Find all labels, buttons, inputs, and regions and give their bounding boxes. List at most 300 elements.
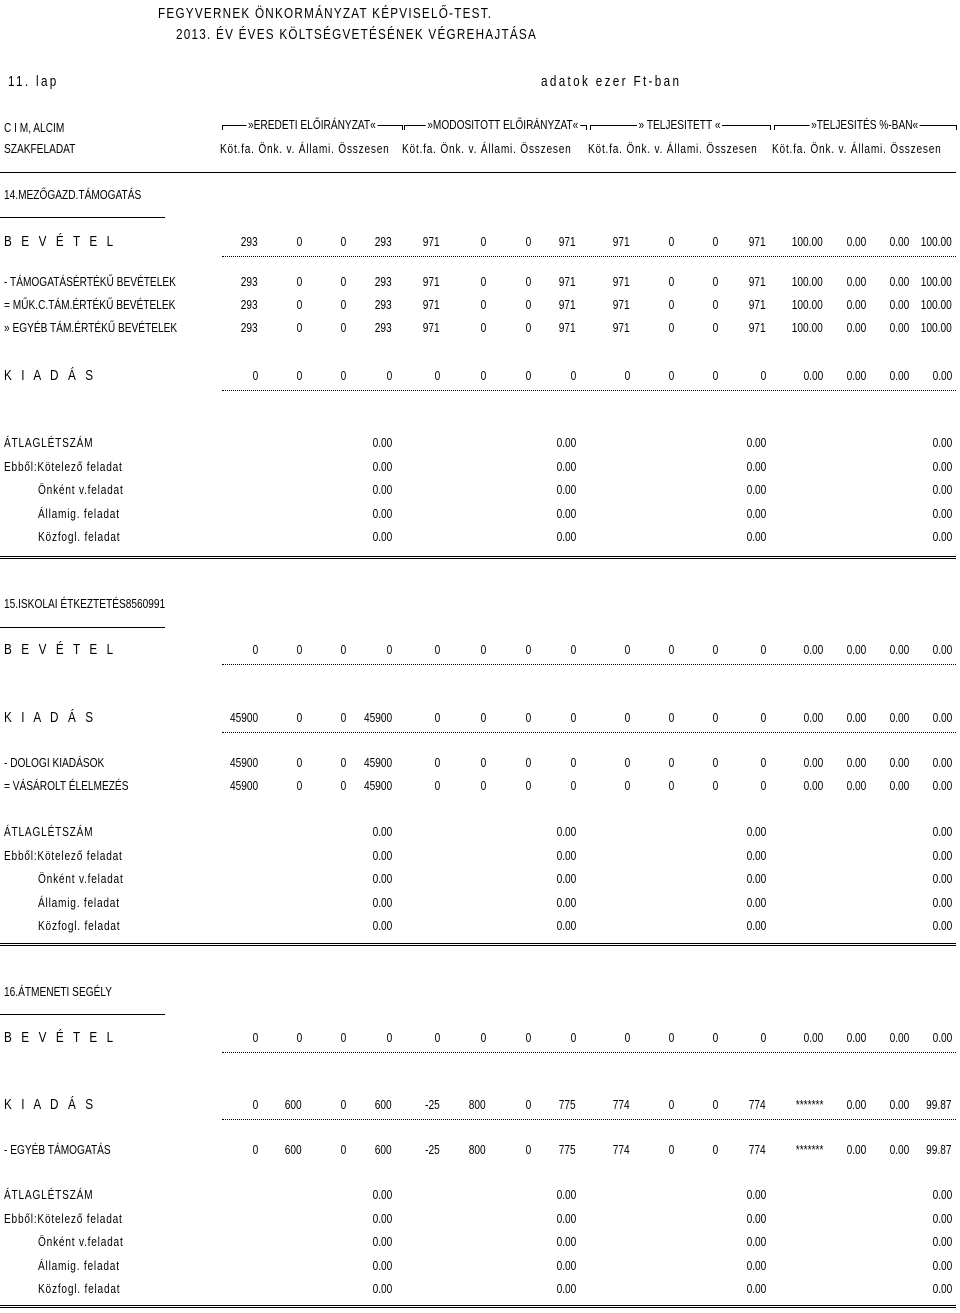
staff-row-label: Ebből:Kötelező feladat: [4, 459, 123, 474]
value-cell: 971: [749, 234, 766, 249]
staff-row-label: ÁTLAGLÉTSZÁM: [4, 435, 94, 450]
staff-value: 0.00: [932, 435, 952, 450]
value-cell: 0: [525, 297, 531, 312]
section-title-underline: [0, 217, 165, 218]
value-cell: 0: [712, 274, 718, 289]
value-cell: 0.00: [889, 297, 909, 312]
bevetel-total-row-label: B E V É T E L: [4, 1029, 117, 1046]
value-cell: 0: [624, 755, 630, 770]
staff-value: 0.00: [746, 435, 766, 450]
value-cell: 0: [525, 642, 531, 657]
column-sub-labels: Köt.fa. Önk. v. Állami. Összesen: [220, 141, 390, 156]
value-cell: 0: [712, 1142, 718, 1157]
section-title: 16.ÁTMENETI SEGÉLY: [4, 984, 113, 999]
staff-value: 0.00: [932, 482, 952, 497]
staff-value: 0.00: [372, 1234, 392, 1249]
staff-value: 0.00: [746, 1211, 766, 1226]
value-cell: 0: [296, 297, 302, 312]
value-cell: 0: [340, 274, 346, 289]
value-cell: 0: [668, 778, 674, 793]
value-cell: 0: [570, 778, 576, 793]
value-cell: 0: [712, 755, 718, 770]
staff-value: 0.00: [932, 506, 952, 521]
value-cell: 0: [252, 368, 258, 383]
kiadas-detail-row-label: - EGYÉB TÁMOGATÁS: [4, 1142, 111, 1157]
value-cell: 0.00: [889, 755, 909, 770]
staff-row-label: Államig. feladat: [38, 895, 120, 910]
kiadas-total-row-label: K I A D Á S: [4, 367, 97, 384]
bevetel-detail-row-label: » EGYÉB TÁM.ÉRTÉKŰ BEVÉTELEK: [4, 320, 178, 335]
value-cell: 971: [749, 297, 766, 312]
value-cell: 0: [340, 1030, 346, 1045]
value-cell: 0: [252, 642, 258, 657]
value-cell: 0: [340, 1142, 346, 1157]
bevetel-total-row-label: B E V É T E L: [4, 641, 117, 658]
staff-value: 0.00: [556, 1211, 576, 1226]
staff-value: 0.00: [556, 848, 576, 863]
staff-value: 0.00: [372, 459, 392, 474]
value-cell: 293: [375, 274, 392, 289]
dotted-separator: [222, 1119, 956, 1120]
value-cell: 0: [668, 297, 674, 312]
value-cell: 99.87: [926, 1097, 952, 1112]
value-cell: 0: [480, 755, 486, 770]
section-double-rule: [0, 943, 956, 946]
value-cell: 971: [613, 297, 630, 312]
value-cell: 0: [386, 1030, 392, 1045]
group-bracket-tick: [402, 125, 403, 130]
value-cell: 100.00: [920, 297, 952, 312]
value-cell: 0: [712, 1030, 718, 1045]
staff-value: 0.00: [746, 824, 766, 839]
staff-value: 0.00: [746, 871, 766, 886]
value-cell: 0.00: [932, 755, 952, 770]
staff-row-label: Ebből:Kötelező feladat: [4, 848, 123, 863]
value-cell: 0: [340, 234, 346, 249]
value-cell: 774: [613, 1097, 630, 1112]
staff-value: 0.00: [746, 482, 766, 497]
value-cell: 0: [668, 1097, 674, 1112]
staff-value: 0.00: [932, 1187, 952, 1202]
value-cell: 775: [559, 1142, 576, 1157]
group-bracket-tick: [586, 125, 587, 130]
value-cell: 0: [340, 710, 346, 725]
value-cell: 0: [296, 234, 302, 249]
staff-row-label: Államig. feladat: [38, 1258, 120, 1273]
staff-value: 0.00: [556, 506, 576, 521]
header-bottom-rule: [0, 172, 956, 173]
value-cell: 100.00: [791, 297, 823, 312]
column-group-label: »EREDETI ELŐIRÁNYZAT«: [248, 117, 376, 132]
column-group-label: »TELJESITÉS %-BAN«: [811, 117, 919, 132]
staff-value: 0.00: [932, 824, 952, 839]
value-cell: 0.00: [846, 1097, 866, 1112]
value-cell: 0: [668, 320, 674, 335]
value-cell: 0: [434, 778, 440, 793]
value-cell: 971: [613, 320, 630, 335]
value-cell: 0: [525, 320, 531, 335]
value-cell: 0: [480, 234, 486, 249]
value-cell: 0: [340, 368, 346, 383]
staff-value: 0.00: [746, 1187, 766, 1202]
staff-row-label: Önként v.feladat: [38, 871, 124, 886]
staff-value: 0.00: [372, 506, 392, 521]
section-title-underline: [0, 627, 165, 628]
value-cell: 0: [296, 642, 302, 657]
value-cell: 0: [668, 1142, 674, 1157]
value-cell: 45900: [229, 778, 258, 793]
value-cell: 0: [340, 642, 346, 657]
value-cell: 293: [241, 297, 258, 312]
value-cell: 0.00: [932, 642, 952, 657]
value-cell: 0: [712, 1097, 718, 1112]
value-cell: 0.00: [803, 778, 823, 793]
value-cell: 0.00: [932, 368, 952, 383]
value-cell: 0.00: [846, 320, 866, 335]
value-cell: 293: [241, 274, 258, 289]
staff-value: 0.00: [746, 918, 766, 933]
value-cell: 0: [480, 778, 486, 793]
section-title-underline: [0, 1014, 165, 1015]
value-cell: 100.00: [920, 234, 952, 249]
value-cell: 0.00: [932, 1030, 952, 1045]
value-cell: 45900: [229, 710, 258, 725]
staff-value: 0.00: [932, 1234, 952, 1249]
kiadas-total-row-label: K I A D Á S: [4, 709, 97, 726]
column-group-label: »MODOSITOTT ELŐIRÁNYZAT«: [427, 117, 579, 132]
value-cell: 0: [760, 755, 766, 770]
value-cell: 0: [712, 297, 718, 312]
dotted-separator: [222, 664, 956, 665]
staff-value: 0.00: [556, 871, 576, 886]
value-cell: 0: [252, 1097, 258, 1112]
value-cell: 0.00: [889, 320, 909, 335]
value-cell: 0: [434, 1030, 440, 1045]
value-cell: 0: [668, 755, 674, 770]
staff-value: 0.00: [556, 1234, 576, 1249]
value-cell: 100.00: [920, 274, 952, 289]
value-cell: 0: [525, 368, 531, 383]
value-cell: 775: [559, 1097, 576, 1112]
value-cell: 293: [241, 234, 258, 249]
header-szakfeladat: SZAKFELADAT: [4, 141, 76, 156]
value-cell: 0: [668, 234, 674, 249]
value-cell: 0: [434, 368, 440, 383]
value-cell: 100.00: [791, 234, 823, 249]
value-cell: 0: [525, 1097, 531, 1112]
value-cell: 0: [624, 1030, 630, 1045]
value-cell: 0.00: [846, 297, 866, 312]
value-cell: 0: [296, 368, 302, 383]
value-cell: 0: [480, 710, 486, 725]
value-cell: 0: [668, 274, 674, 289]
value-cell: 774: [613, 1142, 630, 1157]
value-cell: 0: [712, 778, 718, 793]
value-cell: 100.00: [791, 320, 823, 335]
staff-value: 0.00: [372, 529, 392, 544]
staff-value: 0.00: [372, 895, 392, 910]
value-cell: 0.00: [889, 234, 909, 249]
value-cell: 600: [375, 1097, 392, 1112]
kiadas-total-row-label: K I A D Á S: [4, 1096, 97, 1113]
value-cell: 0: [570, 755, 576, 770]
staff-value: 0.00: [372, 1281, 392, 1296]
value-cell: 0: [340, 297, 346, 312]
staff-value: 0.00: [556, 824, 576, 839]
staff-value: 0.00: [746, 529, 766, 544]
value-cell: 0.00: [846, 368, 866, 383]
value-cell: 293: [375, 297, 392, 312]
value-cell: 0: [525, 755, 531, 770]
value-cell: 0.00: [846, 1030, 866, 1045]
value-cell: 774: [749, 1142, 766, 1157]
value-cell: 45900: [363, 710, 392, 725]
value-cell: 0: [434, 642, 440, 657]
value-cell: 45900: [229, 755, 258, 770]
staff-value: 0.00: [932, 895, 952, 910]
value-cell: 0: [712, 320, 718, 335]
value-cell: 971: [423, 320, 440, 335]
value-cell: 0: [760, 1030, 766, 1045]
value-cell: 0: [624, 710, 630, 725]
staff-value: 0.00: [556, 1258, 576, 1273]
section-title: 14.MEZŐGAZD.TÁMOGATÁS: [4, 187, 142, 202]
staff-value: 0.00: [746, 1258, 766, 1273]
value-cell: 0: [480, 274, 486, 289]
value-cell: 600: [285, 1097, 302, 1112]
value-cell: 0: [668, 642, 674, 657]
group-bracket-tick: [956, 125, 957, 130]
section-double-rule: [0, 556, 956, 559]
staff-row-label: Önként v.feladat: [38, 1234, 124, 1249]
value-cell: 0: [525, 710, 531, 725]
staff-value: 0.00: [372, 1187, 392, 1202]
value-cell: 0.00: [803, 642, 823, 657]
staff-value: 0.00: [556, 435, 576, 450]
value-cell: 0.00: [846, 642, 866, 657]
value-cell: 0.00: [803, 710, 823, 725]
value-cell: 0: [525, 1142, 531, 1157]
value-cell: 0: [760, 710, 766, 725]
value-cell: 0: [252, 1030, 258, 1045]
staff-value: 0.00: [746, 1281, 766, 1296]
value-cell: 0: [525, 778, 531, 793]
staff-value: 0.00: [372, 824, 392, 839]
value-cell: 0.00: [889, 1097, 909, 1112]
value-cell: 0: [480, 1030, 486, 1045]
staff-row-label: Államig. feladat: [38, 506, 120, 521]
staff-value: 0.00: [746, 895, 766, 910]
value-cell: *******: [795, 1097, 823, 1112]
staff-value: 0.00: [556, 918, 576, 933]
value-cell: 0: [296, 320, 302, 335]
bevetel-detail-row-label: - TÁMOGATÁSÉRTÉKŰ BEVÉTELEK: [4, 274, 176, 289]
staff-value: 0.00: [372, 435, 392, 450]
page-label: 11. lap: [8, 73, 59, 90]
value-cell: 0.00: [889, 710, 909, 725]
value-cell: 0: [760, 778, 766, 793]
value-cell: 0: [480, 297, 486, 312]
staff-value: 0.00: [932, 1211, 952, 1226]
value-cell: 0: [296, 274, 302, 289]
value-cell: 0.00: [889, 642, 909, 657]
value-cell: 0: [624, 368, 630, 383]
value-cell: 0: [340, 755, 346, 770]
value-cell: 0: [760, 368, 766, 383]
value-cell: 971: [613, 234, 630, 249]
value-cell: 600: [285, 1142, 302, 1157]
staff-value: 0.00: [556, 895, 576, 910]
value-cell: 0.00: [889, 778, 909, 793]
value-cell: 0: [570, 710, 576, 725]
value-cell: 800: [469, 1142, 486, 1157]
staff-value: 0.00: [556, 529, 576, 544]
value-cell: 0: [712, 368, 718, 383]
kiadas-detail-row-label: = VÁSÁROLT ÉLELMEZÉS: [4, 778, 129, 793]
value-cell: *******: [795, 1142, 823, 1157]
value-cell: -25: [425, 1097, 440, 1112]
staff-value: 0.00: [932, 918, 952, 933]
value-cell: 100.00: [791, 274, 823, 289]
value-cell: 0.00: [846, 755, 866, 770]
value-cell: 0.00: [846, 1142, 866, 1157]
value-cell: 0: [525, 1030, 531, 1045]
column-sub-labels: Köt.fa. Önk. v. Állami. Összesen: [402, 141, 572, 156]
staff-row-label: Közfogl. feladat: [38, 918, 121, 933]
staff-value: 0.00: [372, 1258, 392, 1273]
value-cell: 0.00: [803, 368, 823, 383]
value-cell: 45900: [363, 755, 392, 770]
value-cell: 0: [340, 778, 346, 793]
value-cell: 0.00: [889, 1142, 909, 1157]
value-cell: 0: [340, 320, 346, 335]
value-cell: 0.00: [889, 368, 909, 383]
value-cell: 0: [525, 234, 531, 249]
value-cell: 971: [613, 274, 630, 289]
staff-value: 0.00: [556, 1281, 576, 1296]
dotted-separator: [222, 256, 956, 257]
value-cell: 99.87: [926, 1142, 952, 1157]
staff-value: 0.00: [932, 529, 952, 544]
value-cell: 0: [525, 274, 531, 289]
value-cell: 0: [252, 1142, 258, 1157]
value-cell: 0: [624, 778, 630, 793]
value-cell: 0: [668, 710, 674, 725]
staff-row-label: Közfogl. feladat: [38, 1281, 121, 1296]
value-cell: 293: [375, 234, 392, 249]
staff-row-label: ÁTLAGLÉTSZÁM: [4, 824, 94, 839]
dotted-separator: [222, 1052, 956, 1053]
value-cell: 0.00: [846, 710, 866, 725]
value-cell: -25: [425, 1142, 440, 1157]
staff-value: 0.00: [746, 848, 766, 863]
group-bracket-tick: [770, 125, 771, 130]
value-cell: 0: [386, 368, 392, 383]
value-cell: 0.00: [803, 1030, 823, 1045]
dotted-separator: [222, 732, 956, 733]
staff-row-label: Önként v.feladat: [38, 482, 124, 497]
staff-value: 0.00: [372, 1211, 392, 1226]
value-cell: 0: [480, 642, 486, 657]
value-cell: 45900: [363, 778, 392, 793]
value-cell: 293: [241, 320, 258, 335]
value-cell: 0.00: [846, 778, 866, 793]
value-cell: 971: [423, 234, 440, 249]
column-group-label: » TELJESITETT «: [639, 117, 721, 132]
section-double-rule: [0, 1305, 956, 1308]
value-cell: 100.00: [920, 320, 952, 335]
value-cell: 0: [668, 1030, 674, 1045]
value-cell: 600: [375, 1142, 392, 1157]
staff-value: 0.00: [372, 848, 392, 863]
value-cell: 0: [340, 1097, 346, 1112]
kiadas-detail-row-label: - DOLOGI KIADÁSOK: [4, 755, 105, 770]
staff-value: 0.00: [932, 1281, 952, 1296]
section-title: 15.ISKOLAI ÉTKEZTETÉS8560991: [4, 596, 166, 611]
staff-value: 0.00: [746, 506, 766, 521]
value-cell: 0.00: [846, 234, 866, 249]
staff-value: 0.00: [556, 459, 576, 474]
bevetel-detail-row-label: = MŰK.C.TÁM.ÉRTÉKŰ BEVÉTELEK: [4, 297, 176, 312]
staff-value: 0.00: [372, 871, 392, 886]
value-cell: 0: [434, 755, 440, 770]
staff-value: 0.00: [372, 482, 392, 497]
staff-value: 0.00: [556, 1187, 576, 1202]
value-cell: 0: [296, 778, 302, 793]
value-cell: 971: [559, 297, 576, 312]
value-cell: 971: [423, 274, 440, 289]
staff-value: 0.00: [556, 482, 576, 497]
value-cell: 0: [570, 1030, 576, 1045]
value-cell: 0: [296, 710, 302, 725]
value-cell: 0.00: [932, 778, 952, 793]
value-cell: 0.00: [889, 1030, 909, 1045]
value-cell: 0: [386, 642, 392, 657]
value-cell: 0.00: [932, 710, 952, 725]
value-cell: 293: [375, 320, 392, 335]
value-cell: 0.00: [803, 755, 823, 770]
value-cell: 971: [749, 274, 766, 289]
value-cell: 0: [434, 710, 440, 725]
staff-value: 0.00: [932, 459, 952, 474]
value-cell: 800: [469, 1097, 486, 1112]
staff-value: 0.00: [746, 459, 766, 474]
staff-row-label: ÁTLAGLÉTSZÁM: [4, 1187, 94, 1202]
staff-value: 0.00: [932, 848, 952, 863]
report-title-line2: 2013. ÉV ÉVES KÖLTSÉGVETÉSÉNEK VÉGREHAJTÁSA: [176, 26, 538, 43]
report-title-line1: FEGYVERNEK ÖNKORMÁNYZAT KÉPVISELŐ-TEST.: [158, 5, 493, 22]
value-cell: 0: [712, 234, 718, 249]
value-cell: 0: [480, 320, 486, 335]
value-cell: 0: [712, 710, 718, 725]
value-cell: 774: [749, 1097, 766, 1112]
staff-row-label: Közfogl. feladat: [38, 529, 121, 544]
bevetel-total-row-label: B E V É T E L: [4, 233, 117, 250]
staff-row-label: Ebből:Kötelező feladat: [4, 1211, 123, 1226]
staff-value: 0.00: [372, 918, 392, 933]
value-cell: 0: [296, 1030, 302, 1045]
staff-value: 0.00: [932, 871, 952, 886]
value-cell: 0: [760, 642, 766, 657]
value-cell: 971: [423, 297, 440, 312]
unit-label: adatok ezer Ft-ban: [541, 73, 682, 90]
value-cell: 0: [570, 642, 576, 657]
value-cell: 0: [668, 368, 674, 383]
dotted-separator: [222, 390, 956, 391]
value-cell: 971: [559, 320, 576, 335]
value-cell: 971: [559, 234, 576, 249]
column-sub-labels: Köt.fa. Önk. v. Állami. Összesen: [772, 141, 942, 156]
